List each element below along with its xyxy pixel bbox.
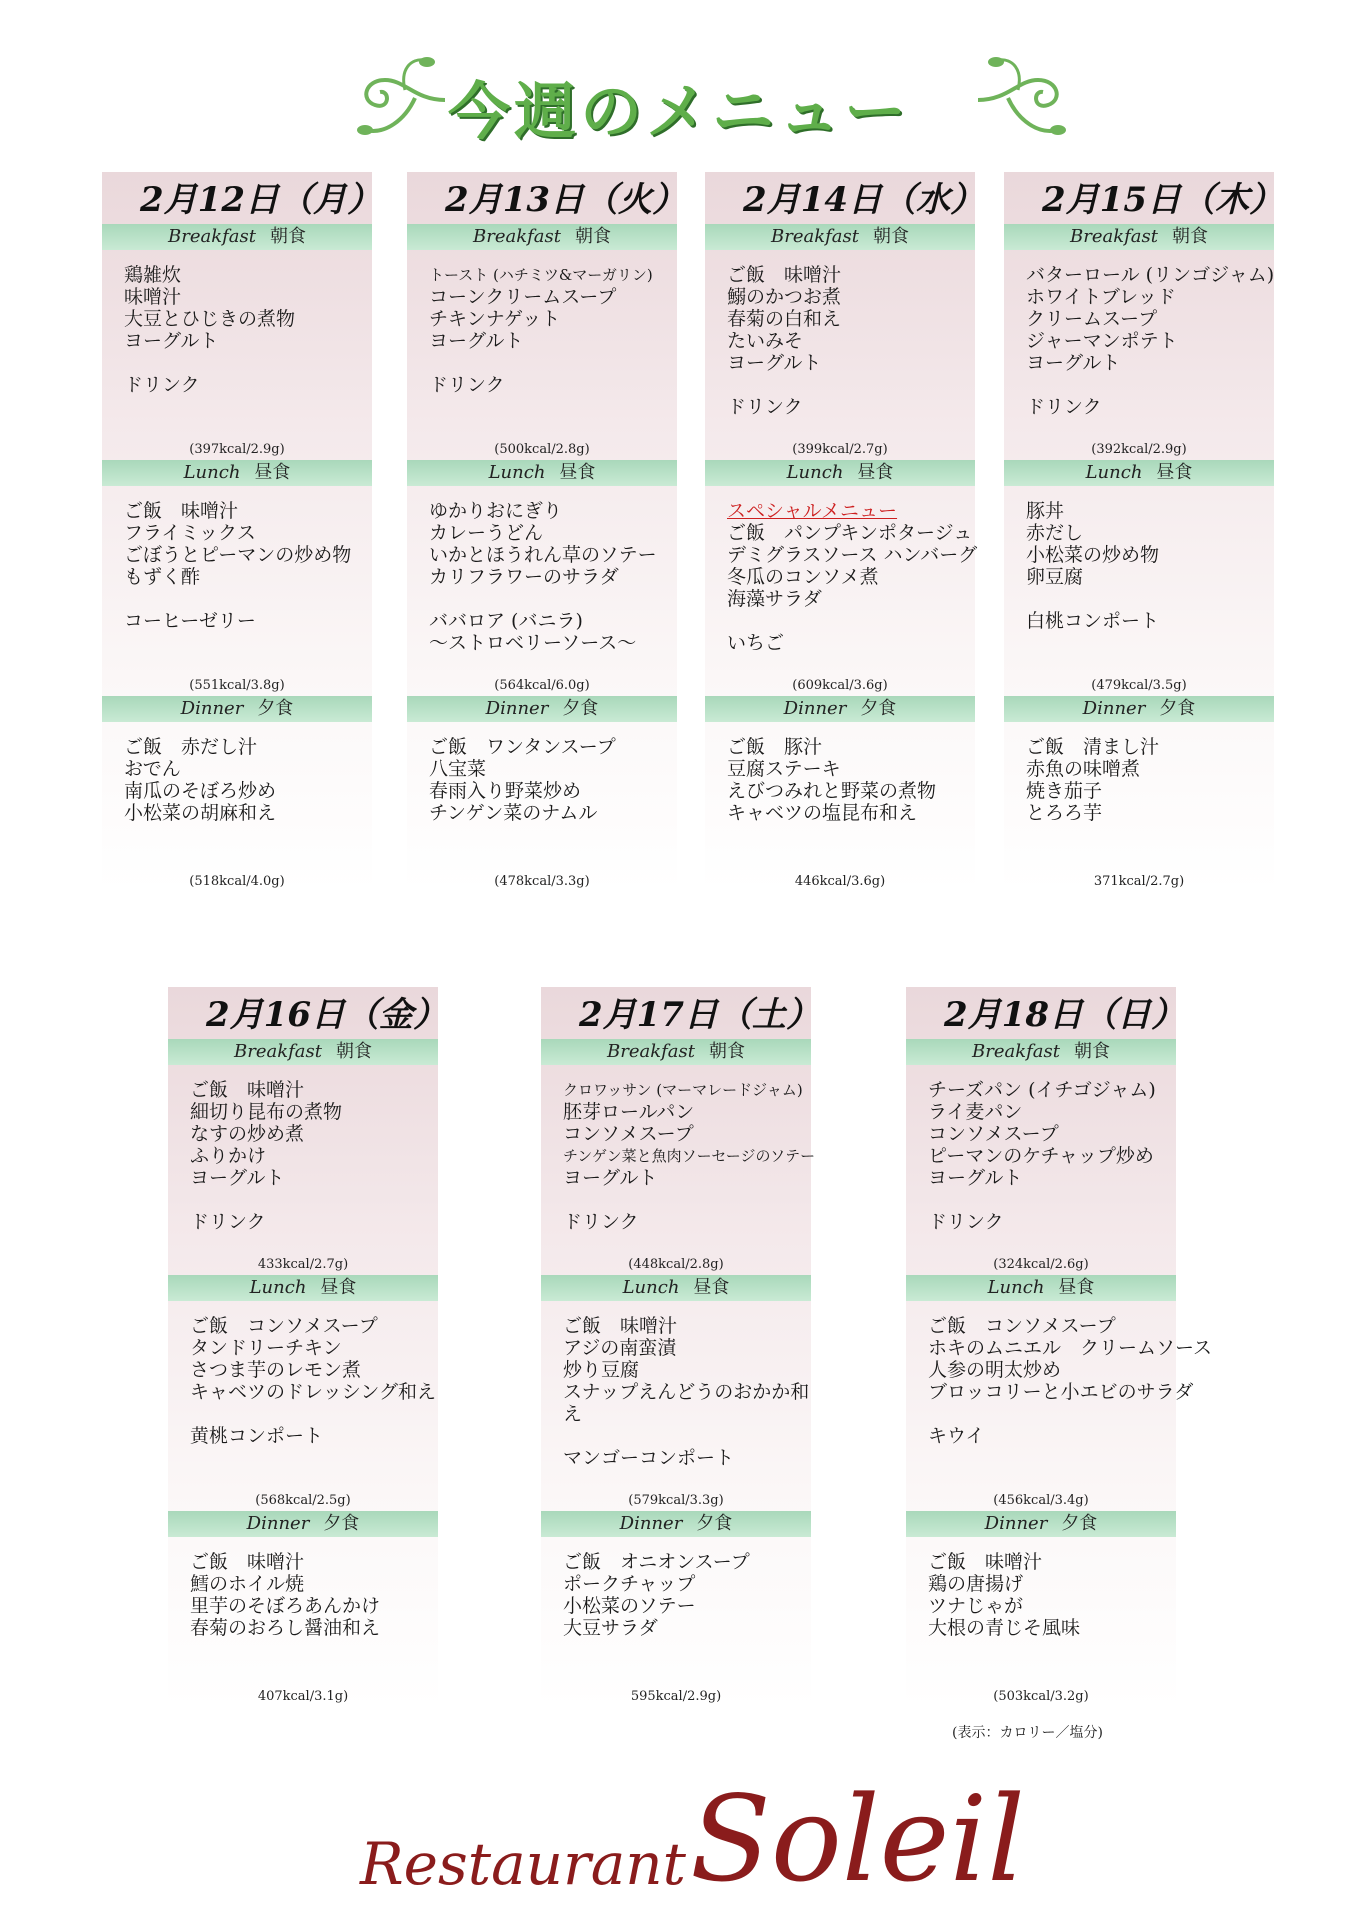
menu-item: ドリンク — [563, 1211, 639, 1233]
dinner-items — [168, 1537, 438, 1687]
breakfast-band — [168, 1039, 438, 1065]
lunch-band — [906, 1275, 1176, 1301]
menu-item: ヨーグルト — [1026, 352, 1121, 374]
menu-item: ジャーマンポテト — [1026, 330, 1178, 352]
lunch-items — [705, 486, 978, 676]
lunch-label-jp: 昼食 — [693, 1277, 730, 1298]
dinner-band — [168, 1511, 438, 1537]
breakfast-items — [102, 250, 372, 440]
day-date: 2月15日（木） — [1042, 180, 1283, 220]
menu-item: 味噌汁 — [124, 286, 182, 308]
menu-item: いかとほうれん草のソテー — [429, 544, 657, 566]
menu-item: ピーマンのケチャップ炒め — [928, 1145, 1154, 1167]
menu-item: ホキのムニエル クリームソース — [928, 1337, 1213, 1359]
spacer — [190, 1189, 438, 1211]
dinner-band — [541, 1511, 811, 1537]
lunch-items — [541, 1301, 811, 1491]
menu-item: ポークチャップ — [563, 1573, 696, 1595]
breakfast-label-en: Breakfast — [234, 1041, 322, 1062]
spacer — [563, 1189, 811, 1211]
lunch-items — [102, 486, 372, 676]
menu-item: ヨーグルト — [928, 1167, 1023, 1189]
menu-item: 南瓜のそぼろ炒め — [124, 780, 277, 802]
menu-item: ライ麦パン — [928, 1101, 1023, 1123]
lunch-band — [168, 1275, 438, 1301]
menu-item: ヨーグルト — [727, 352, 822, 374]
breakfast-kcal: (500kcal/2.8g) — [494, 442, 590, 457]
breakfast-band — [102, 224, 372, 250]
menu-item: 鶏の唐揚げ — [928, 1573, 1024, 1595]
lunch-kcal: (479kcal/3.5g) — [1091, 678, 1187, 693]
dinner-items — [906, 1537, 1176, 1687]
breakfast-label-en: Breakfast — [1070, 226, 1158, 247]
menu-item: 鶏雑炊 — [124, 264, 182, 286]
menu-item: 人参の明太炒め — [928, 1359, 1062, 1381]
dinner-label-en: Dinner — [246, 1513, 310, 1534]
spacer — [124, 588, 372, 610]
dinner-kcal: 371kcal/2.7g) — [1093, 874, 1185, 889]
menu-item: ご飯 清まし汁 — [1026, 736, 1160, 758]
dinner-band — [102, 696, 372, 722]
lunch-band — [541, 1275, 811, 1301]
menu-item: ご飯 味噌汁 — [727, 264, 842, 286]
menu-item: ～ストロベリーソース～ — [429, 632, 637, 654]
dinner-kcal: 446kcal/3.6g) — [794, 874, 886, 889]
menu-item: 細切り昆布の煮物 — [190, 1101, 343, 1123]
day-date: 2月16日（金） — [206, 995, 447, 1035]
lunch-band — [102, 460, 372, 486]
menu-item: 大豆とひじきの煮物 — [124, 308, 296, 330]
breakfast-band — [1004, 224, 1274, 250]
dinner-label-en: Dinner — [180, 698, 244, 719]
menu-item: 小松菜のソテー — [563, 1595, 696, 1617]
dinner-label-en: Dinner — [783, 698, 847, 719]
breakfast-kcal: (448kcal/2.8g) — [628, 1257, 724, 1272]
menu-item: 炒り豆腐 — [563, 1359, 640, 1381]
menu-item: ご飯 味噌汁 — [563, 1315, 678, 1337]
dinner-label-jp: 夕食 — [860, 698, 897, 719]
title-area — [0, 50, 1358, 160]
menu-item: スナップえんどうのおかか和 — [563, 1381, 810, 1403]
dinner-kcal: (518kcal/4.0g) — [189, 874, 285, 889]
spacer — [1026, 374, 1274, 396]
menu-item: ヨーグルト — [429, 330, 524, 352]
lunch-items — [1004, 486, 1274, 676]
menu-item: 春菊のおろし醤油和え — [190, 1617, 381, 1639]
menu-item: ドリンク — [928, 1211, 1004, 1233]
spacer — [429, 588, 677, 610]
breakfast-items — [1004, 250, 1274, 440]
menu-item: 小松菜の炒め物 — [1026, 544, 1160, 566]
menu-item: ご飯 パンプキンポタージュ — [727, 522, 973, 544]
menu-item: 海藻サラダ — [727, 588, 822, 610]
day-date: 2月12日（月） — [140, 180, 381, 220]
menu-item: 鰯のかつお煮 — [727, 286, 842, 308]
lunch-label-jp: 昼食 — [857, 462, 894, 483]
menu-item: クロワッサン (マーマレードジャム) — [563, 1081, 803, 1099]
menu-item: 大根の青じそ風味 — [928, 1617, 1081, 1639]
lunch-kcal: (568kcal/2.5g) — [255, 1493, 351, 1508]
menu-item: ババロア (バニラ) — [429, 610, 583, 632]
menu-item: ご飯 味噌汁 — [928, 1551, 1043, 1573]
menu-item: ドリンク — [190, 1211, 266, 1233]
menu-item: ご飯 味噌汁 — [190, 1551, 305, 1573]
breakfast-label-en: Breakfast — [771, 226, 859, 247]
special-menu-label: スペシャルメニュー — [727, 500, 898, 522]
dinner-label-en: Dinner — [984, 1513, 1048, 1534]
menu-item: 赤魚の味噌煮 — [1026, 758, 1141, 780]
brand-prefix: Restaurant — [360, 1830, 686, 1898]
dinner-label-jp: 夕食 — [257, 698, 294, 719]
day-date: 2月13日（火） — [445, 180, 686, 220]
menu-item: ごぼうとピーマンの炒め物 — [124, 544, 352, 566]
day-column — [102, 172, 381, 892]
breakfast-label-en: Breakfast — [168, 226, 256, 247]
menu-item: 大豆サラダ — [563, 1617, 658, 1639]
breakfast-label-en: Breakfast — [972, 1041, 1060, 1062]
menu-item: 鱈のホイル焼 — [190, 1573, 305, 1595]
lunch-label-jp: 昼食 — [320, 1277, 357, 1298]
menu-item: クリームスープ — [1026, 308, 1158, 330]
restaurant-brand — [0, 1760, 1358, 1920]
breakfast-label-en: Breakfast — [473, 226, 561, 247]
menu-item: ドリンク — [1026, 396, 1102, 418]
menu-item: マンゴーコンポート — [563, 1447, 735, 1469]
lunch-label-en: Lunch — [987, 1277, 1045, 1298]
dinner-label-jp: 夕食 — [562, 698, 599, 719]
menu-item: ツナじゃが — [928, 1595, 1024, 1617]
breakfast-items — [705, 250, 975, 440]
lunch-label-jp: 昼食 — [1058, 1277, 1095, 1298]
menu-item: フライミックス — [124, 522, 256, 544]
breakfast-items — [407, 250, 677, 440]
dinner-label-en: Dinner — [1082, 698, 1146, 719]
day-column — [407, 172, 686, 892]
lunch-band — [705, 460, 975, 486]
lunch-label-en: Lunch — [1085, 462, 1143, 483]
dinner-kcal: 407kcal/3.1g) — [257, 1689, 349, 1704]
menu-item: え — [563, 1403, 583, 1425]
breakfast-kcal: 433kcal/2.7g) — [257, 1257, 349, 1272]
breakfast-label-jp: 朝食 — [1172, 226, 1208, 247]
menu-item: アジの南蛮漬 — [563, 1337, 677, 1359]
menu-item: ご飯 赤だし汁 — [124, 736, 258, 758]
spacer — [727, 610, 975, 632]
lunch-band — [1004, 460, 1274, 486]
breakfast-items — [906, 1065, 1176, 1255]
day-column — [705, 172, 984, 892]
menu-item: ご飯 豚汁 — [727, 736, 823, 758]
dinner-label-jp: 夕食 — [696, 1513, 733, 1534]
menu-item: たいみそ — [727, 330, 804, 352]
leaf-flourish-right-icon — [968, 50, 1078, 150]
day-date: 2月18日（日） — [944, 995, 1185, 1035]
breakfast-kcal: (324kcal/2.6g) — [993, 1257, 1089, 1272]
breakfast-label-jp: 朝食 — [709, 1041, 745, 1062]
lunch-kcal: (579kcal/3.3g) — [628, 1493, 724, 1508]
menu-item: コーンクリームスープ — [429, 286, 617, 308]
lunch-label-jp: 昼食 — [559, 462, 596, 483]
menu-item: カリフラワーのサラダ — [429, 566, 619, 588]
lunch-items — [407, 486, 677, 676]
menu-item: ドリンク — [124, 374, 200, 396]
menu-item: 冬瓜のコンソメ煮 — [727, 566, 879, 588]
lunch-label-jp: 昼食 — [254, 462, 291, 483]
page-title: 今週のメニュー — [447, 75, 910, 148]
menu-item: ご飯 オニオンスープ — [563, 1551, 750, 1573]
breakfast-label-jp: 朝食 — [336, 1041, 372, 1062]
dinner-label-en: Dinner — [619, 1513, 683, 1534]
breakfast-kcal: (392kcal/2.9g) — [1091, 442, 1187, 457]
breakfast-band — [906, 1039, 1176, 1065]
dinner-label-jp: 夕食 — [323, 1513, 360, 1534]
lunch-label-jp: 昼食 — [1156, 462, 1193, 483]
lunch-kcal: (551kcal/3.8g) — [189, 678, 285, 693]
breakfast-label-jp: 朝食 — [1074, 1041, 1110, 1062]
dinner-band — [705, 696, 975, 722]
menu-item: ご飯 味噌汁 — [124, 500, 239, 522]
menu-item: ドリンク — [429, 374, 505, 396]
menu-item: ブロッコリーと小エビのサラダ — [928, 1381, 1194, 1403]
dinner-label-jp: 夕食 — [1061, 1513, 1098, 1534]
breakfast-label-en: Breakfast — [607, 1041, 695, 1062]
menu-item: おでん — [124, 758, 181, 780]
dinner-band — [906, 1511, 1176, 1537]
dinner-kcal: (478kcal/3.3g) — [494, 874, 590, 889]
menu-item: コンソメスープ — [928, 1123, 1059, 1145]
menu-item: 赤だし — [1026, 522, 1084, 544]
menu-item: コーヒーゼリー — [124, 610, 256, 632]
dinner-label-en: Dinner — [485, 698, 549, 719]
menu-item: ご飯 コンソメスープ — [190, 1315, 378, 1337]
menu-item: チンゲン菜と魚肉ソーセージのソテー — [563, 1147, 816, 1165]
menu-item: とろろ芋 — [1026, 802, 1103, 824]
lunch-label-en: Lunch — [786, 462, 844, 483]
spacer — [563, 1425, 811, 1447]
lunch-label-en: Lunch — [183, 462, 241, 483]
breakfast-label-jp: 朝食 — [575, 226, 611, 247]
menu-item: 白桃コンポート — [1026, 610, 1160, 632]
menu-item: なすの炒め煮 — [190, 1123, 305, 1145]
menu-item: ドリンク — [727, 396, 803, 418]
menu-item: 卵豆腐 — [1026, 566, 1084, 588]
day-date: 2月14日（水） — [743, 180, 984, 220]
legend-note: (表示：カロリー／塩分) — [952, 1725, 1103, 1741]
lunch-band — [407, 460, 677, 486]
menu-item: チンゲン菜のナムル — [429, 802, 598, 824]
breakfast-band — [407, 224, 677, 250]
menu-item: えびつみれと野菜の煮物 — [727, 780, 937, 802]
dinner-items — [541, 1537, 811, 1687]
menu-item: ホワイトブレッド — [1026, 286, 1176, 308]
dinner-items — [705, 722, 975, 872]
breakfast-band — [705, 224, 975, 250]
breakfast-items — [168, 1065, 438, 1255]
dinner-band — [1004, 696, 1274, 722]
breakfast-kcal: (397kcal/2.9g) — [189, 442, 285, 457]
day-column — [168, 987, 447, 1707]
spacer — [190, 1403, 438, 1425]
menu-item: 胚芽ロールパン — [563, 1101, 695, 1123]
menu-item: バターロール (リンゴジャム) — [1026, 264, 1275, 286]
dinner-items — [407, 722, 677, 872]
breakfast-label-jp: 朝食 — [270, 226, 306, 247]
menu-item: 春雨入り野菜炒め — [429, 780, 582, 802]
dinner-kcal: 595kcal/2.9g) — [630, 1689, 722, 1704]
menu-item: ご飯 コンソメスープ — [928, 1315, 1116, 1337]
menu-item: ご飯 ワンタンスープ — [429, 736, 616, 758]
lunch-label-en: Lunch — [622, 1277, 680, 1298]
lunch-kcal: (564kcal/6.0g) — [494, 678, 590, 693]
day-date: 2月17日（土） — [579, 995, 820, 1035]
day-column — [906, 987, 1213, 1707]
menu-item: デミグラスソース ハンバーグ — [727, 544, 978, 566]
lunch-kcal: (609kcal/3.6g) — [792, 678, 888, 693]
menu-item: ヨーグルト — [124, 330, 219, 352]
menu-item: キウイ — [928, 1425, 985, 1447]
day-column — [1004, 172, 1283, 892]
breakfast-band — [541, 1039, 811, 1065]
menu-item: ふりかけ — [190, 1145, 267, 1167]
menu-item: ご飯 味噌汁 — [190, 1079, 305, 1101]
dinner-items — [102, 722, 372, 872]
lunch-kcal: (456kcal/3.4g) — [993, 1493, 1089, 1508]
menu-item: 小松菜の胡麻和え — [124, 802, 277, 824]
breakfast-label-jp: 朝食 — [873, 226, 909, 247]
breakfast-items — [541, 1065, 816, 1255]
menu-item: いちご — [727, 632, 785, 654]
menu-item: 里芋のそぼろあんかけ — [190, 1595, 381, 1617]
menu-item: 豚丼 — [1026, 500, 1065, 522]
menu-item: キャベツの塩昆布和え — [727, 802, 918, 824]
dinner-items — [1004, 722, 1274, 872]
dinner-label-jp: 夕食 — [1159, 698, 1196, 719]
spacer — [429, 352, 677, 374]
menu-item: 焼き茄子 — [1026, 780, 1103, 802]
breakfast-kcal: (399kcal/2.7g) — [792, 442, 888, 457]
menu-item: チーズパン (イチゴジャム) — [928, 1079, 1156, 1101]
lunch-label-en: Lunch — [249, 1277, 307, 1298]
menu-item: 春菊の白和え — [727, 308, 842, 330]
menu-item: もずく酢 — [124, 566, 201, 588]
menu-item: ヨーグルト — [190, 1167, 285, 1189]
menu-item: 八宝菜 — [429, 758, 487, 780]
spacer — [124, 352, 372, 374]
menu-item: さつま芋のレモン煮 — [190, 1359, 362, 1381]
menu-item: ヨーグルト — [563, 1167, 658, 1189]
menu-item: ゆかりおにぎり — [429, 500, 563, 522]
menu-item: キャベツのドレッシング和え — [190, 1381, 436, 1403]
spacer — [1026, 588, 1274, 610]
spacer — [928, 1189, 1176, 1211]
lunch-label-en: Lunch — [488, 462, 546, 483]
spacer — [727, 374, 975, 396]
spacer — [928, 1403, 1176, 1425]
menu-item: タンドリーチキン — [190, 1337, 342, 1359]
brand-name: Soleil — [690, 1770, 1025, 1908]
dinner-band — [407, 696, 677, 722]
dinner-kcal: (503kcal/3.2g) — [993, 1689, 1089, 1704]
menu-item: チキンナゲット — [429, 308, 561, 330]
menu-item: 豆腐ステーキ — [727, 758, 841, 780]
menu-item: 黄桃コンポート — [190, 1425, 324, 1447]
menu-item: カレーうどん — [429, 522, 544, 544]
menu-item: コンソメスープ — [563, 1123, 694, 1145]
day-column — [541, 987, 820, 1707]
lunch-items — [906, 1301, 1213, 1491]
lunch-items — [168, 1301, 438, 1491]
menu-item: トースト (ハチミツ&マーガリン) — [429, 266, 653, 284]
